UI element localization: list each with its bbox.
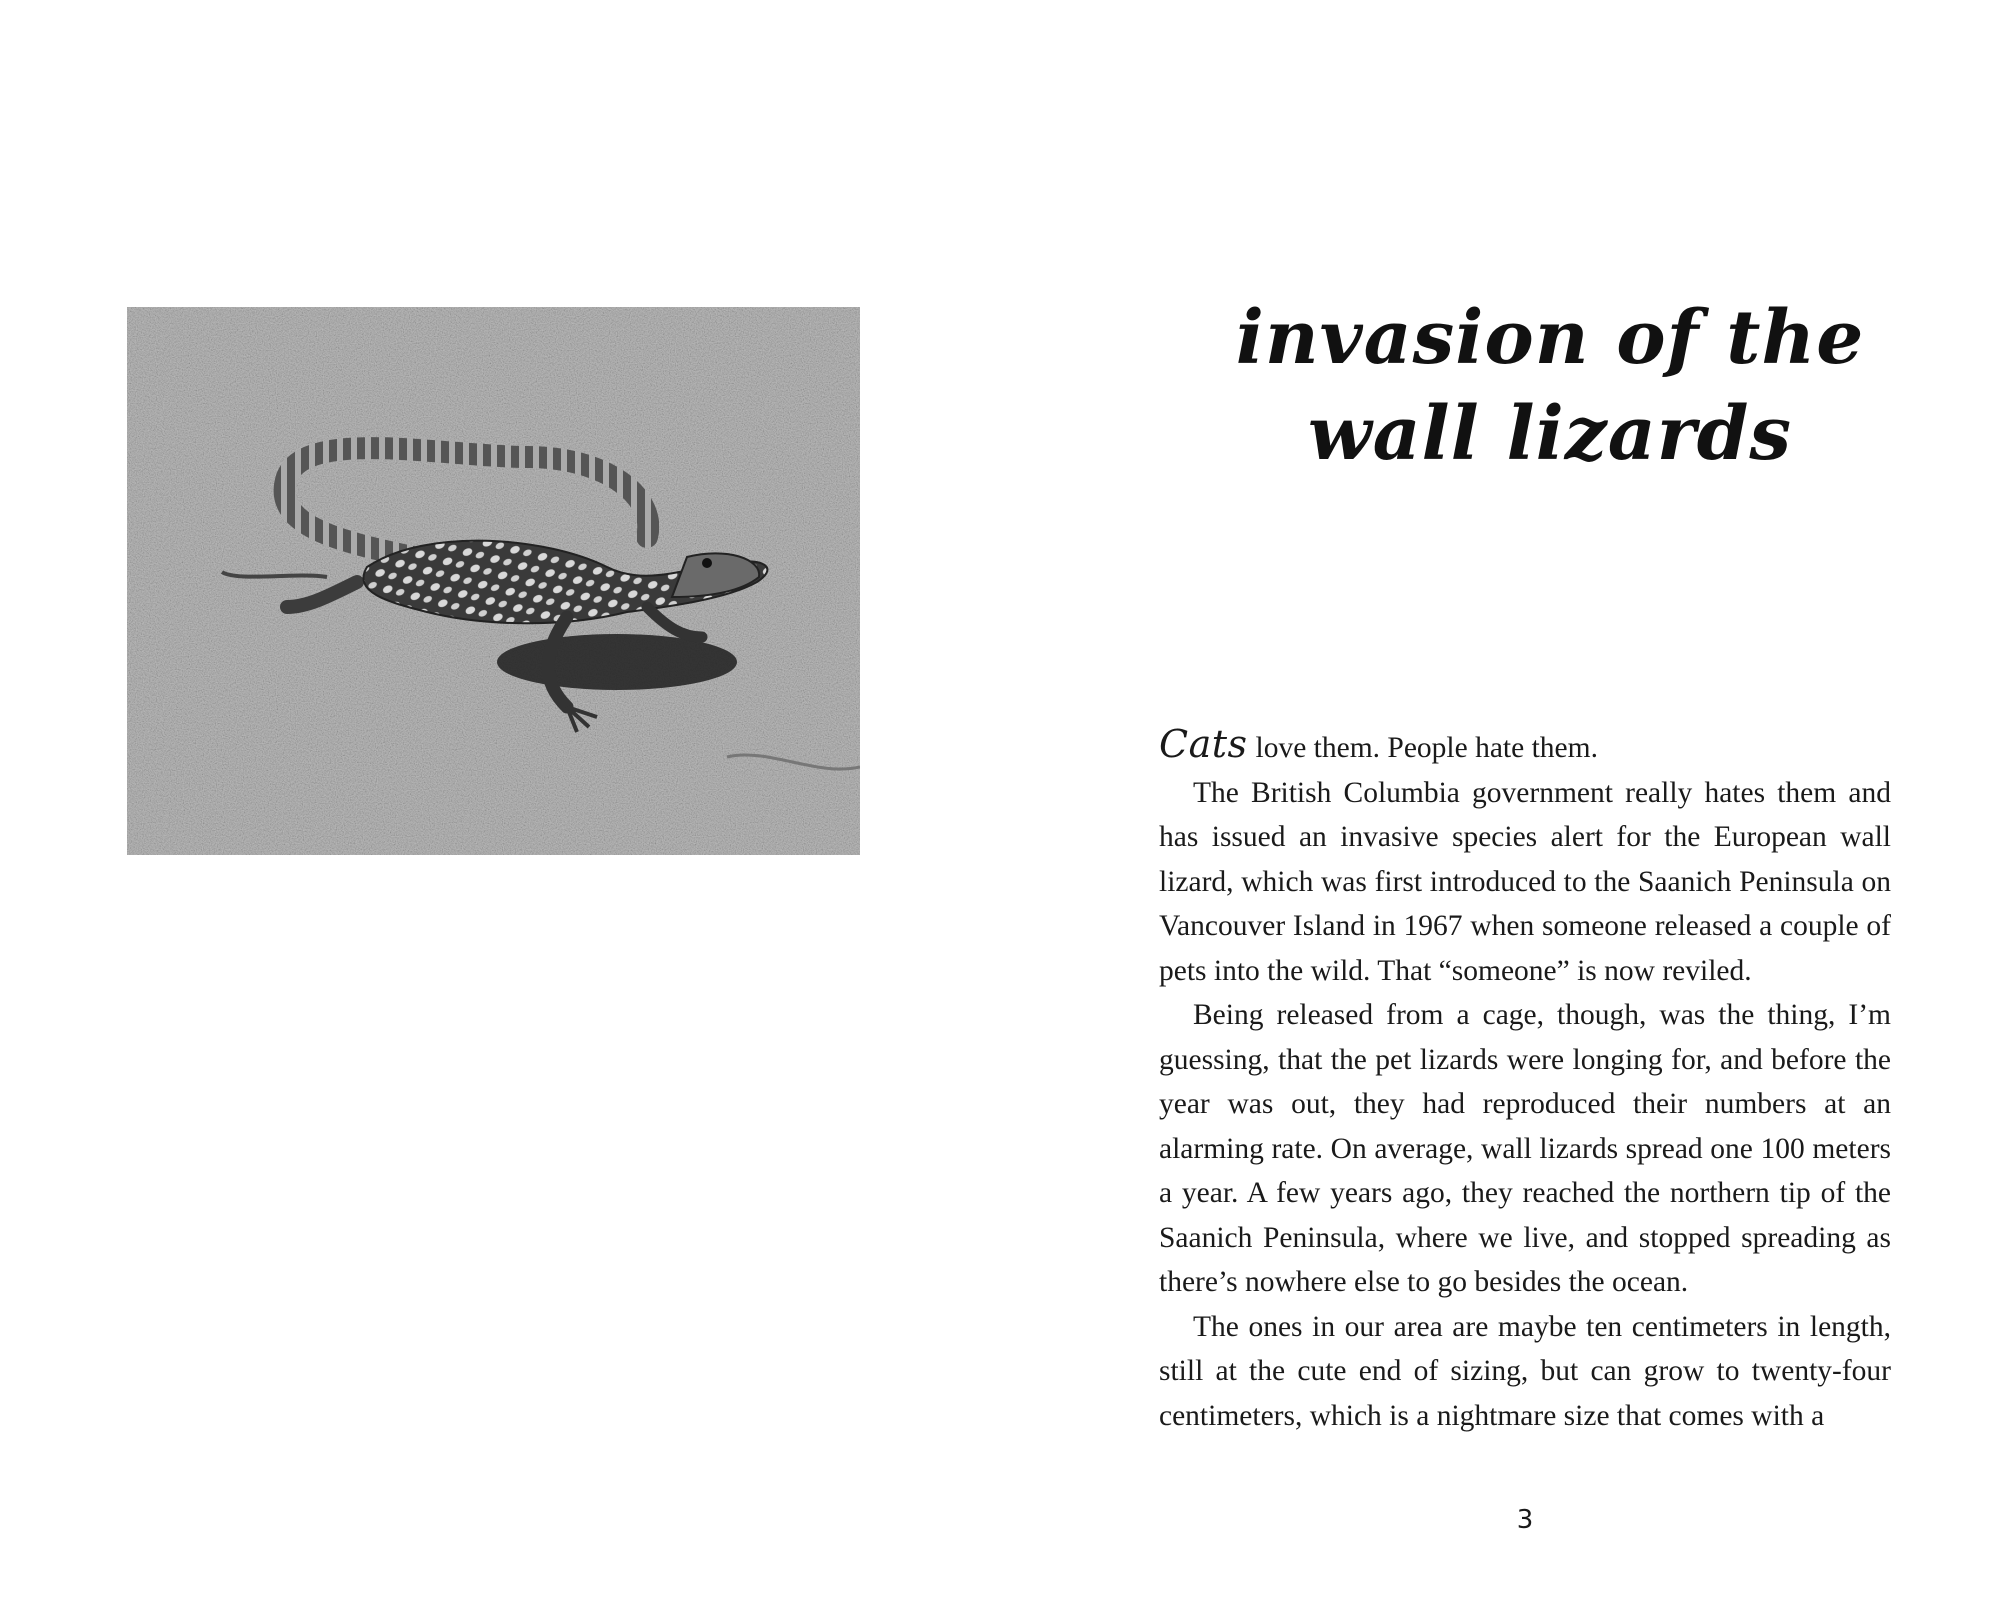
chapter-title	[1160, 290, 1940, 482]
lead-word: Cats	[1159, 722, 1248, 766]
paragraph-1	[1159, 722, 1891, 771]
right-page	[1000, 0, 2000, 1600]
paragraph-4: The ones in our area are maybe ten centimeters in length, still at the cute end of sizing, but can grow to twenty-four centimeters, which is a nightmare size that comes with a	[1159, 1310, 1891, 1432]
lizard-photo	[127, 307, 860, 855]
paragraph-3: Being released from a cage, though, was the thing, I’m guessing, that the pet lizards were longing for, and before the year was out, they had reproduced their numbers at an alarming rate. On average, wall lizards spread one 100 meters a year. A few years ago, they reached the northern tip of the Saanich Peninsula, where we live, and stopped spreading as there’s nowhere else to go besides the ocean.	[1159, 999, 1891, 1298]
chapter-title-line-1: invasion of the	[1235, 295, 1865, 381]
page-number: 3	[1516, 1505, 1534, 1535]
chapter-body	[1159, 722, 1891, 1438]
chapter-title-line-2: wall lizards	[1307, 391, 1793, 477]
paragraph-1-text: love them. People hate them.	[1255, 732, 1598, 764]
paragraph-2: The British Columbia government really hates them and has issued an invasive species alert for the European wall lizard, which was first introduced to the Saanich Peninsula on Vancouver Island in 1967 when someone released a couple of pets into the wild. That “someone” is now reviled.	[1159, 776, 1891, 987]
